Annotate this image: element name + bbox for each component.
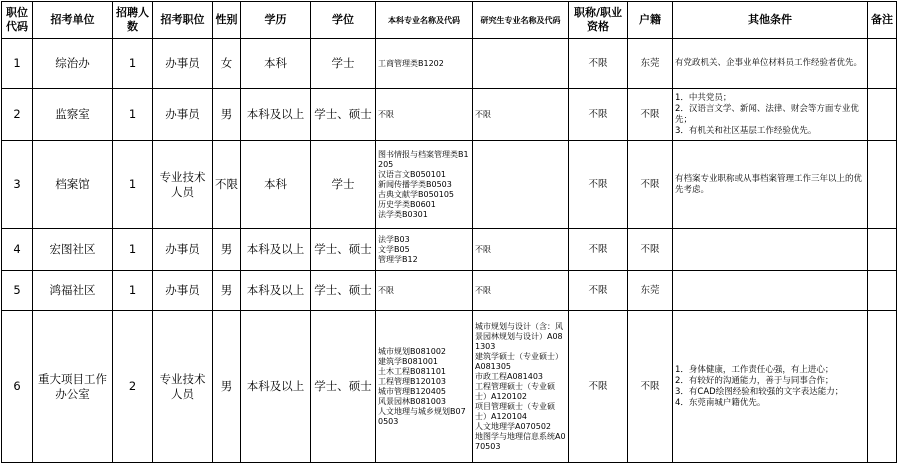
header-education: 学历 [241, 2, 311, 39]
cell-degree: 学士、硕士 [311, 229, 376, 271]
cell-degree: 学士、硕士 [311, 311, 376, 463]
header-position: 招考职位 [153, 2, 213, 39]
cell-other: 1．中共党员； 2．汉语言文学、新闻、法律、财会等方面专业优先； 3．有机关和社区基层工作经验优先。 [673, 89, 868, 141]
cell-undergrad-major: 工商管理类B1202 [376, 39, 473, 89]
cell-grad-major: 不限 [473, 271, 569, 311]
header-other: 其他条件 [673, 2, 868, 39]
table-row [2, 229, 897, 271]
cell-count: 1 [113, 39, 153, 89]
cell-notes [868, 229, 897, 271]
header-row [2, 2, 897, 39]
cell-unit: 宏图社区 [33, 229, 113, 271]
cell-notes [868, 271, 897, 311]
cell-notes [868, 39, 897, 89]
cell-household: 东莞 [628, 39, 673, 89]
cell-degree: 学士、硕士 [311, 89, 376, 141]
cell-degree: 学士 [311, 39, 376, 89]
cell-code: 1 [2, 39, 33, 89]
cell-notes [868, 141, 897, 229]
cell-household: 不限 [628, 141, 673, 229]
cell-degree: 学士、硕士 [311, 271, 376, 311]
cell-grad-major [473, 141, 569, 229]
cell-household: 东莞 [628, 271, 673, 311]
recruitment-table [1, 1, 897, 463]
table-row [2, 89, 897, 141]
cell-other: 有档案专业职称或从事档案管理工作三年以上的优先考虑。 [673, 141, 868, 229]
cell-other: 1．身体健康，工作责任心强，有上进心； 2．有较好的沟通能力，善于与同事合作； 3．有CAD绘图经验和较强的文字表达能力； 4．东莞南城户籍优先。 [673, 311, 868, 463]
cell-other [673, 229, 868, 271]
cell-undergrad-major: 城市规划B081002 建筑学B081001 土木工程B081101 工程管理B120103 城市管理B120405 风景园林B081003 人文地理与城乡规划B070503 [376, 311, 473, 463]
cell-grad-major: 不限 [473, 89, 569, 141]
cell-position: 办事员 [153, 229, 213, 271]
table-row [2, 311, 897, 463]
cell-notes [868, 89, 897, 141]
cell-position: 办事员 [153, 89, 213, 141]
cell-undergrad-major: 法学B03 文学B05 管理学B12 [376, 229, 473, 271]
cell-other: 有党政机关、企事业单位材料员工作经验者优先。 [673, 39, 868, 89]
cell-code: 2 [2, 89, 33, 141]
cell-education: 本科及以上 [241, 89, 311, 141]
header-unit: 招考单位 [33, 2, 113, 39]
cell-position: 专业技术人员 [153, 141, 213, 229]
cell-unit: 监察室 [33, 89, 113, 141]
header-notes: 备注 [868, 2, 897, 39]
cell-grad-major: 城市规划与设计（含：风景园林规划与设计）A081303 建筑学硕士（专业硕士）A081305 市政工程A081403 工程管理硕士（专业硕士）A120102 项目管理硕士（专业硕士）A120104 人文地理学A070502 地图学与地理信息系统A070503 [473, 311, 569, 463]
cell-count: 1 [113, 89, 153, 141]
cell-grad-major: 不限 [473, 229, 569, 271]
cell-household: 不限 [628, 89, 673, 141]
cell-gender: 男 [213, 311, 241, 463]
cell-position: 专业技术人员 [153, 311, 213, 463]
header-title-qual: 职称/职业资格 [569, 2, 628, 39]
cell-unit: 档案馆 [33, 141, 113, 229]
cell-position: 办事员 [153, 39, 213, 89]
cell-count: 1 [113, 229, 153, 271]
cell-count: 2 [113, 311, 153, 463]
cell-education: 本科及以上 [241, 271, 311, 311]
cell-title-qual: 不限 [569, 311, 628, 463]
header-grad-major: 研究生专业名称及代码 [473, 2, 569, 39]
cell-household: 不限 [628, 229, 673, 271]
cell-title-qual: 不限 [569, 39, 628, 89]
cell-code: 3 [2, 141, 33, 229]
cell-notes [868, 311, 897, 463]
header-count: 招聘人数 [113, 2, 153, 39]
cell-undergrad-major: 不限 [376, 271, 473, 311]
cell-count: 1 [113, 141, 153, 229]
cell-code: 4 [2, 229, 33, 271]
cell-degree: 学士 [311, 141, 376, 229]
cell-position: 办事员 [153, 271, 213, 311]
header-household: 户籍 [628, 2, 673, 39]
cell-gender: 不限 [213, 141, 241, 229]
cell-code: 5 [2, 271, 33, 311]
cell-unit: 鸿福社区 [33, 271, 113, 311]
cell-grad-major [473, 39, 569, 89]
cell-household: 不限 [628, 311, 673, 463]
header-gender: 性别 [213, 2, 241, 39]
cell-undergrad-major: 不限 [376, 89, 473, 141]
cell-unit: 重大项目工作办公室 [33, 311, 113, 463]
cell-education: 本科及以上 [241, 311, 311, 463]
cell-title-qual: 不限 [569, 271, 628, 311]
cell-code: 6 [2, 311, 33, 463]
cell-gender: 女 [213, 39, 241, 89]
cell-education: 本科 [241, 141, 311, 229]
cell-undergrad-major: 图书情报与档案管理类B1205 汉语言文B050101 新闻传播学类B0503 古典文献学B050105 历史学类B0601 法学类B0301 [376, 141, 473, 229]
cell-education: 本科 [241, 39, 311, 89]
header-degree: 学位 [311, 2, 376, 39]
header-undergrad-major: 本科专业名称及代码 [376, 2, 473, 39]
cell-gender: 男 [213, 229, 241, 271]
cell-title-qual: 不限 [569, 229, 628, 271]
cell-education: 本科及以上 [241, 229, 311, 271]
cell-count: 1 [113, 271, 153, 311]
cell-gender: 男 [213, 89, 241, 141]
table-row [2, 271, 897, 311]
table-row [2, 39, 897, 89]
cell-gender: 男 [213, 271, 241, 311]
cell-title-qual: 不限 [569, 141, 628, 229]
cell-unit: 综治办 [33, 39, 113, 89]
cell-other [673, 271, 868, 311]
header-job-code: 职位代码 [2, 2, 33, 39]
cell-title-qual: 不限 [569, 89, 628, 141]
table-row [2, 141, 897, 229]
